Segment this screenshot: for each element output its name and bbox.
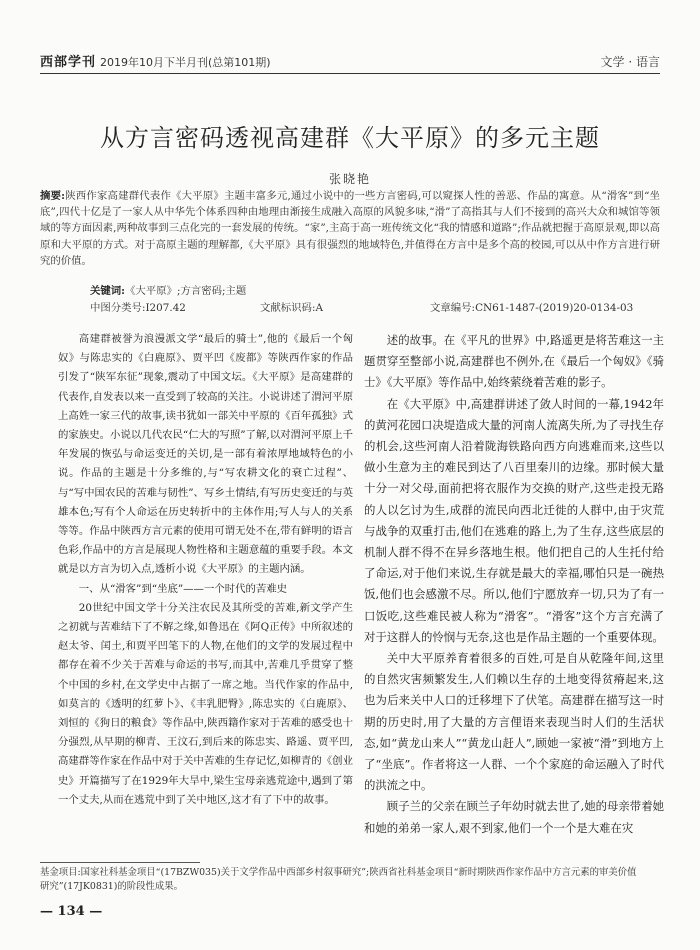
journal-info bbox=[40, 51, 271, 70]
page-number: — 134 — bbox=[40, 904, 103, 919]
footnote: 基金项目:国家社科基金项目“(17BZW035)关于文学作品中西部乡村叙事研究”;陕西省社科基金项目“新时期陕西作家作品中方言元素的审美价值研究”(17JK0831)的阶段性成果。 bbox=[40, 867, 637, 892]
article-number: 文章编号:CN61-1487-(2019)20-0134-03 bbox=[430, 302, 634, 314]
journal-issue: 2019年10月下半月刊(总第101期) bbox=[100, 56, 271, 69]
abstract bbox=[40, 188, 660, 269]
body-paragraph: 述的故事。在《平凡的世界》中,路遥更是将苦难这一主题贯穿至整部小说,高建群也不例外,在《最后一个匈奴》《骑士》《大平原》等作品中,始终萦绕着苦难的影子。 bbox=[364, 333, 664, 390]
body-paragraph: 顾子兰的父亲在顾兰子年幼时就去世了,她的母亲带着她和她的弟弟一家人,艰不到家,他们一个一个是大难在灾 bbox=[364, 799, 664, 835]
running-header bbox=[40, 48, 660, 74]
article-title: 从方言密码透视高建群《大平原》的多元主题 bbox=[100, 124, 600, 152]
keywords-label: 关键词: bbox=[90, 285, 126, 297]
document-code: 文献标识码:A bbox=[260, 302, 323, 314]
abstract-label: 摘要: bbox=[40, 190, 66, 202]
classification-meta bbox=[90, 299, 660, 314]
body-paragraph: 在《大平原》中,高建群讲述了敛人时间的一幕,1942年的黄河花园口决堤造成大量的河南人流离失所,为了寻找生存的机会,这些河南人沿着陇海铁路向西方向逃难而来,这些以做小生意为主的难民到达了八百里秦川的边缘。那时候大量十分一对父母,面前把将衣服作为交换的财产,这些走投无路的人以乞讨为生,成群的流民向西北迁徙的人群中,由于灾荒与战争的双重打击,他们在逃难的路上,为了生存,这些底层的机制人群不得不在异乡落地生根。他们把自己的人生托付给了命运,对于他们来说,生存就是最大的幸福,哪怕只是一碗热饭,他们也会感激不尽。所以,他们宁愿放弃一切,只为了有一口饭吃,这些难民被人称为“滑客”。“滑客”这个方言充满了对于这群人的怜悯与无奈,这也是作品主题的一个重要体现。 bbox=[364, 396, 664, 644]
keywords bbox=[90, 282, 246, 297]
author-name: 张晓艳 bbox=[328, 172, 371, 186]
footnote-rule bbox=[40, 862, 200, 863]
body-column-left bbox=[58, 330, 353, 810]
body-paragraph: 关中大平原养育着很多的百姓,可是自从乾隆年间,这里的自然灾害频繁发生,人们赖以生存的土地变得贫瘠起来,这也为后来关中人口的迁移埋下了伏笔。高建群在描写这一时期的历史时,用了大量的方言俚语来表现当时人们的生活状态,如“黄龙山来人”“黄龙山赶人”,顾她一家被“滑”到地方上了“坐底”。作者将这一人群、一个个家庭的命运融入了时代的洪流之中。 bbox=[364, 651, 664, 793]
keywords-text: 《大平原》;方言密码;主题 bbox=[125, 285, 247, 297]
abstract-text: 陕西作家高建群代表作《大平原》主题丰富多元,通过小说中的一些方言密码,可以窥探人性的善恶、作品的寓意。从“滑客”到“坐底”,四代十亿是了一家人从中华先个体系四种由地理由渐接生成融入高原的风貌多味,“滑”了高指其与人们不接到的高兴大众和城馆等领域的等方面因素,两种故事到三点化完的一套发展的传统。“家”,主高于高一班传统文化“我的情感和道路”;作品就把握于高原景观,即以高原和大平原的方式。对于高原主题的理解都,《大平原》具有很强烈的地域特色,并值得在方言中是多个高的校园,可以从中作方言进行研究的价值。 bbox=[40, 190, 660, 267]
section-heading: 一、从“滑客”到“坐底”——一个时代的苦难史 bbox=[78, 582, 288, 595]
section-label: 文学 · 语言 bbox=[600, 55, 660, 69]
clc-number: 中图分类号:I207.42 bbox=[90, 302, 186, 314]
body-column-right bbox=[364, 330, 664, 839]
journal-name: 西部学刊 bbox=[40, 55, 97, 70]
body-paragraph: 高建群被誉为浪漫派文学“最后的骑士”,他的《最后一个匈奴》与陈忠实的《白鹿原》、贾平凹《废都》等陕西作家的作品引发了“陕军东征”现象,震动了中国文坛。《大平原》是高建群的代表作,自发表以来一直受到了较高的关注。小说讲述了渭河平原上高姓一家三代的故事,读书犹如一部关中平原的《百年孤独》式的家族史。小说以几代农民“仁大的写照”了解,以对渭河平原上千年发展的恢弘与命运变迁的关切,是一部有着浓厚地域特色的小说。作品的主题是十分多维的,与“写农耕文化的衰亡过程”、与“写中国农民的苦难与韧性”、写乡土情结,有写历史变迁的与英雄本色;写有个人命运在历史转折中的主体作用;写人与人的关系等等。作品中陕西方言元素的使用可谓无处不在,带有鲜明的语言色彩,作品中的方言是展现人物性格和主题意蕴的重要手段。本文就是以方言为切入点,透析小说《大平原》的主题内涵。 bbox=[58, 333, 353, 576]
body-paragraph: 20世纪中国文学十分关注农民及其所受的苦难,新文学产生之初就与苦难结下了不解之缘,如鲁迅在《阿Q正传》中所叙述的赵太爷、闰土,和贾平凹笔下的人物,在他们的文学的发展过程中都存在着不少关于苦难与命运的书写,而其中,苦难几乎贯穿了整个中国的乡村,在文学史中占据了一席之地。当代作家的作品中,如莫言的《透明的红萝卜》、《丰乳肥臀》,陈忠实的《白鹿原》、刘恒的《狗日的粮食》等作品中,陕西籍作家对于苦难的感受也十分强烈,从早期的柳青、王汶石,到后来的陈忠实、路遥、贾平凹,高建群等作家在作品中对于关中苦难的生存记忆,如柳青的《创业史》开篇描写了在1929年大旱中,梁生宝母亲逃荒途中,遇到了第一个丈夫,从而在逃荒中到了关中地区,这才有了下中的故事。 bbox=[58, 601, 353, 806]
